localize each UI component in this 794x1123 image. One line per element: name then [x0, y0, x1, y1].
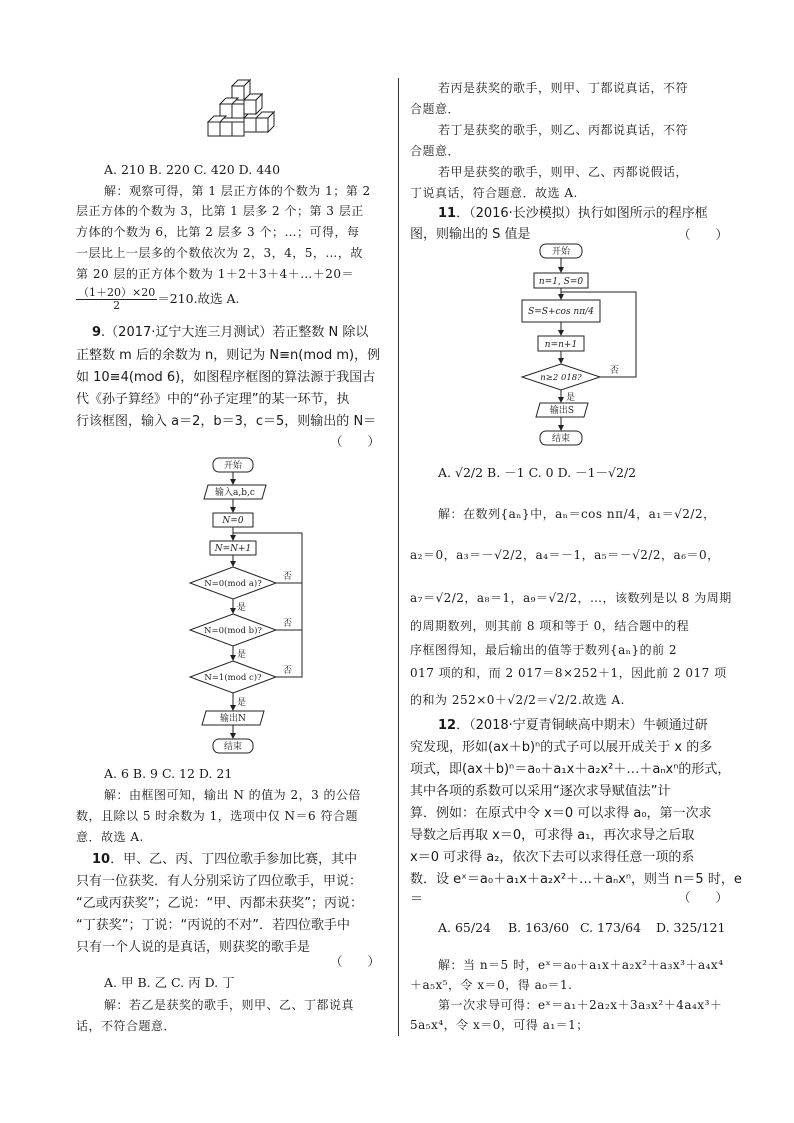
flow11-yes-label: 是	[566, 393, 576, 403]
stacked-cubes-figure	[196, 78, 288, 158]
q9-line-2: 正整数 m 后的余数为 n，则记为 N≡n(mod m)，例	[76, 348, 381, 363]
flow9-yes-3: 是	[237, 698, 247, 708]
q11-answer-paren: （ ）	[678, 227, 729, 242]
flow9-yes-2: 是	[237, 650, 247, 660]
q9-line-1: .（2017·辽宁大连三月测试）若正整数 N 除以	[101, 325, 369, 340]
flow11-update-label: S=S+cos nπ/4	[528, 307, 594, 317]
q11-sol-line-2: a₂＝0，a₃＝－√2/2，a₄＝－1，a₅＝－√2/2，a₆＝0，	[410, 548, 720, 562]
q9-options: A. 6 B. 9 C. 12 D. 21	[104, 766, 233, 781]
q8-fraction	[76, 287, 240, 312]
q9-sol-line-3: 意．故选 A.	[76, 830, 144, 844]
q12-answer-paren: （ ）	[678, 890, 729, 905]
q9-line-4: 代《孙子算经》中的“孙子定理”的某一环节，执	[76, 392, 350, 407]
q9-sol-line-2: 数，且除以 5 时余数为 1，选项中仅 N＝6 符合题	[76, 809, 358, 823]
q9-line-5: 行该框图，输入 a＝2，b＝3，c＝5，则输出的 N＝	[76, 414, 377, 429]
q9-line-3: 如 10≡4(mod 6)，如图程序框图的算法源于我国古	[76, 370, 376, 385]
q9-sol-line-1: 解：由框图可知，输出 N 的值为 2，3 的公倍	[104, 788, 362, 802]
flow11-init-label: n=1, S=0	[538, 277, 584, 287]
q10-number: 10	[92, 852, 111, 867]
q10-cont-line-2: 合题意．	[410, 102, 461, 116]
q10-sol-line-1: 解：若乙是获奖的歌手，则甲、乙、丁都说真	[104, 998, 355, 1012]
q10-cont-line-3: 若丁是获奖的歌手，则乙、丙都说真话，不符	[438, 123, 689, 137]
q11-sol-line-4: 的周期数列，则其前 8 项和等于 0，结合题中的程	[410, 619, 690, 633]
flow11-end-label: 结束	[551, 434, 571, 444]
q11-sol-line-5: 序框图得知，最后输出的值等于数列{aₙ}的前 2	[410, 643, 678, 657]
q10-line-3: “乙或丙获奖”；乙说：“甲、丙都未获奖”；丙说：	[76, 896, 363, 911]
q10-line-5: 只有一个人说的是真话，则获奖的歌手是	[76, 940, 311, 955]
q12-line-2: 究发现，形如(ax＋b)ⁿ的式子可以展开成关于 x 的多	[410, 740, 713, 755]
q10-answer-paren: （ ）	[330, 954, 381, 969]
q8-sol-line-2: 层正方体的个数为 3，比第 1 层多 2 个；第 3 层正	[76, 204, 364, 218]
q11-line-1: ．（2016·长沙模拟）执行如图所示的程序框	[456, 206, 708, 221]
q9-answer-paren: （ ）	[330, 434, 381, 449]
q9-flowchart	[180, 455, 310, 760]
q12-sol-line-2: ＋a₅x⁵，令 x＝0，得 a₀＝1.	[410, 978, 573, 992]
q11-sol-line-1: 解：在数列{aₙ}中，aₙ＝cos nπ/4，a₁＝√2/2，	[438, 507, 716, 521]
flow9-cond2-label: N=0(mod b)?	[204, 626, 262, 636]
flow9-no-3: 否	[283, 666, 293, 676]
q10-cont-line-4: 合题意．	[410, 144, 461, 158]
flow9-end-label: 结束	[223, 742, 243, 752]
q12-number: 12	[438, 718, 457, 733]
q11-number: 11	[438, 206, 457, 221]
flow11-cond-label: n≥2 018?	[540, 373, 582, 383]
q12-option-c: C. 173/64	[580, 920, 642, 935]
q10-cont-line-6: 丁说真话，符合题意．故选 A.	[410, 186, 578, 200]
q8-sol-line-1: 解：观察可得，第 1 层正方体的个数为 1；第 2	[104, 184, 371, 198]
q10-options: A. 甲 B. 乙 C. 丙 D. 丁	[104, 975, 235, 990]
q8-sol-line-4: 一层比上一层多的个数依次为 2，3，4，5，…，故	[76, 246, 363, 260]
flow9-yes-1: 是	[237, 603, 247, 613]
q10-cont-line-5: 若甲是获奖的歌手，则甲、乙、丙都说假话，	[438, 165, 689, 179]
q8-sol-line-5: 第 20 层的正方体个数为 1＋2＋3＋4＋…＋20＝	[76, 267, 355, 281]
q8-sol-line-3: 方体的个数为 6，比第 2 层多 3 个；…；可得，每	[76, 225, 360, 239]
flow9-init-label: N=0	[222, 516, 244, 526]
flow9-inc-label: N=N+1	[214, 544, 252, 554]
q12-line-7: x＝0 可求得 a₂，依次下去可以求得任意一项的系	[410, 850, 695, 865]
q12-line-9: ＝	[410, 892, 424, 907]
q10-cont-line-1: 若丙是获奖的歌手，则甲、丁都说真话，不符	[438, 81, 689, 95]
q12-option-d: D. 325/121	[656, 920, 726, 935]
q11-flowchart	[518, 242, 648, 452]
q12-option-a: A. 65/24	[438, 920, 491, 935]
q10-sol-line-2: 话，不符合题意．	[76, 1019, 177, 1033]
flow9-output-label: 输出N	[220, 714, 246, 724]
q10-line-4: “丁获奖”；丁说：“丙说的不对”．若四位歌手中	[76, 918, 350, 933]
flow9-input-label: 输入a,b,c	[215, 488, 255, 498]
q11-line-2: 图，则输出的 S 值是	[410, 227, 531, 242]
q12-option-b: B. 163/60	[508, 920, 570, 935]
flow9-cond1-label: N=0(mod a)?	[204, 579, 262, 589]
q11-sol-line-6: 017 项的和，而 2 017＝8×252＋1，因此前 2 017 项	[410, 666, 727, 680]
q12-line-3: 项式，即(ax＋b)ⁿ＝a₀＋a₁x＋a₂x²＋…＋aₙxⁿ的形式，	[410, 762, 731, 777]
q12-line-6: 导数之后再取 x＝0，可求得 a₁，再次求导之后取	[410, 828, 695, 843]
q8-frac-tail: ＝210.故选 A.	[157, 291, 240, 306]
q11-sol-line-3: a₇＝√2/2，a₈＝1，a₉＝√2/2，…，该数列是以 8 为周期	[410, 591, 732, 605]
q12-line-5: 算．例如：在原式中令 x＝0 可以求得 a₀，第一次求	[410, 806, 712, 821]
q12-line-4: 其中各项的系数可以采用“逐次求导赋值法”计	[410, 784, 671, 799]
flow11-inc-label: n=n+1	[544, 340, 578, 350]
q8-frac-denominator: 2	[113, 299, 121, 312]
q10-line-1: ．甲、乙、丙、丁四位歌手参加比赛，其中	[110, 852, 358, 867]
q12-sol-line-4: 5a₅x⁴，令 x＝0，可得 a₁＝1；	[410, 1018, 589, 1032]
flow11-start-label: 开始	[551, 247, 571, 257]
flow9-no-1: 否	[283, 572, 293, 582]
q12-sol-line-1: 解：当 n＝5 时，eˣ＝a₀＋a₁x＋a₂x²＋a₃x³＋a₄x⁴	[438, 958, 724, 972]
q11-options: A. √2/2 B. －1 C. 0 D. －1－√2/2	[438, 465, 637, 480]
q9-number: 9	[92, 325, 102, 340]
q8-options: A. 210 B. 220 C. 420 D. 440	[104, 162, 281, 177]
flow9-cond3-label: N=1(mod c)?	[204, 673, 262, 683]
flow9-start-label: 开始	[223, 461, 243, 471]
flow11-output-label: 输出S	[549, 406, 575, 416]
q12-line-8: 数．设 eˣ＝a₀＋a₁x＋a₂x²＋…＋aₙxⁿ，则当 n＝5 时，e	[410, 872, 742, 887]
q11-sol-line-7: 的和为 252×0＋√2/2＝√2/2.故选 A.	[410, 693, 625, 707]
q10-line-2: 只有一位获奖．有人分别采访了四位歌手，甲说：	[76, 874, 363, 889]
flow11-no-label: 否	[610, 366, 620, 376]
q12-line-1: ．（2018·宁夏青铜峡高中期末）牛顿通过研	[456, 718, 708, 733]
column-divider	[398, 78, 399, 1036]
q8-frac-numerator: （1＋20）×20	[78, 286, 156, 299]
q12-sol-line-3: 第一次求导可得：eˣ＝a₁＋2a₂x＋3a₃x²＋4a₄x³＋	[438, 998, 723, 1012]
flow9-no-2: 否	[283, 619, 293, 629]
